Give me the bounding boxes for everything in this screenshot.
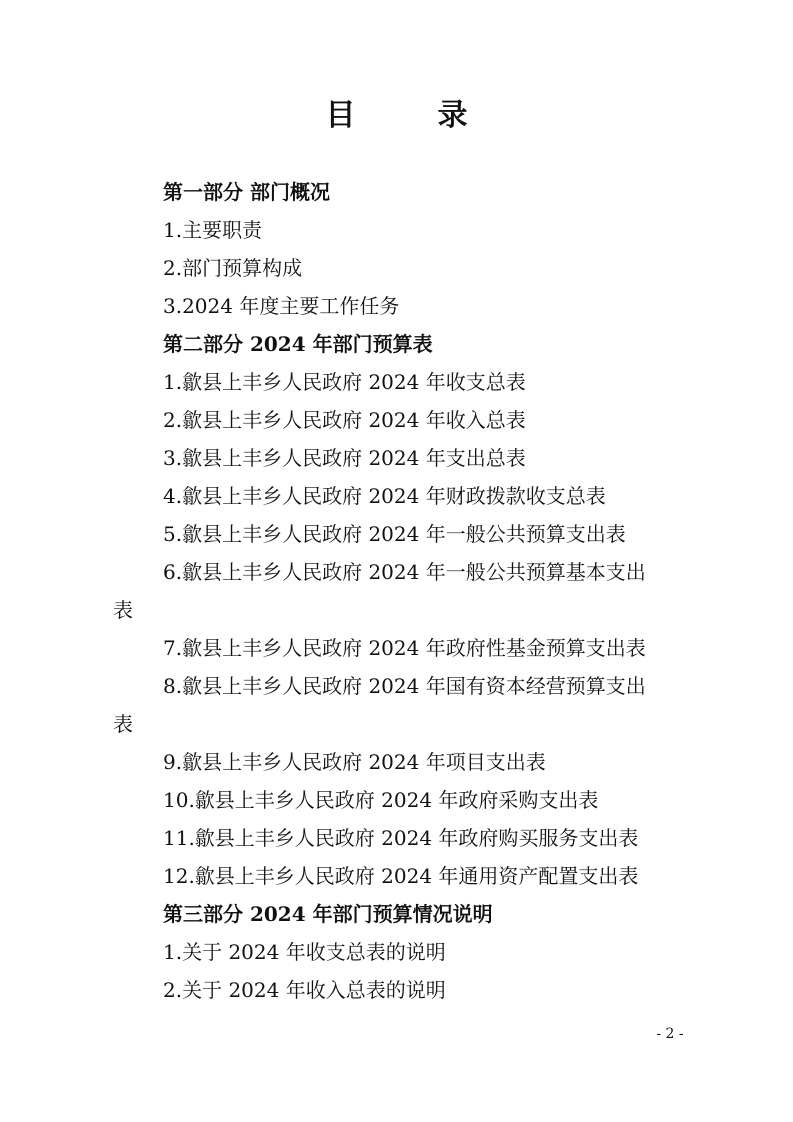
page-title: 目 录	[325, 98, 494, 133]
page-number: - 2 -	[656, 1026, 684, 1042]
